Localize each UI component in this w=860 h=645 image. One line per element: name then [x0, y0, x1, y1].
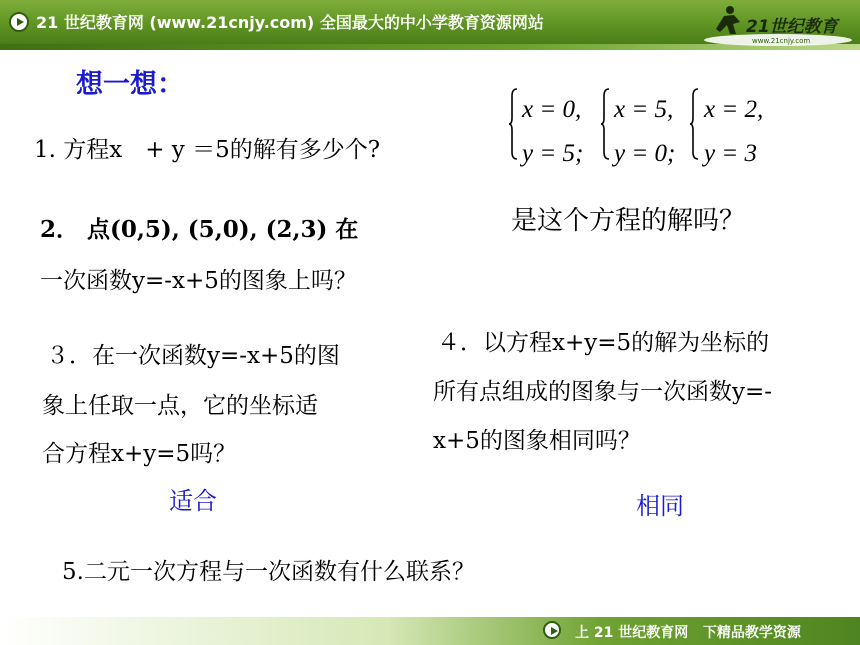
question-4-line-2: 所有点组成的图象与一次函数y=- [433, 379, 773, 405]
question-2-line-1: 2． 点(0,5), (5,0), (2,3) 在 [40, 216, 359, 243]
footer-play-icon[interactable] [543, 621, 561, 639]
site-title: 21 世纪教育网 (www.21cnjy.com) 全国最大的中小学教育资源网站 [36, 13, 544, 32]
question-3-line-2: 象上任取一点，它的坐标适 [42, 393, 318, 419]
logo-main-text: 21世纪教育 [746, 17, 838, 37]
question-3-line-1: ３．在一次函数y=-x+5的图 [46, 343, 340, 369]
question-1: 1. 方程x + y ＝5的解有多少个? [34, 137, 381, 163]
page-heading: 想一想： [76, 69, 184, 100]
question-2-line-2: 一次函数y=-x+5的图象上吗？ [40, 268, 357, 294]
site-logo[interactable] [700, 2, 856, 48]
footer-slogan: 上 21 世纪教育网 下精品教学资源 [575, 625, 801, 641]
left-brace-2 [601, 88, 610, 160]
systems-question: 是这个方程的解吗？ [511, 206, 746, 236]
system-3-top: x = 2, [704, 96, 764, 123]
question-4-line-3: x+5的图象相同吗？ [433, 428, 641, 454]
system-2-top: x = 5, [614, 96, 674, 123]
system-1-top: x = 0, [522, 96, 582, 123]
question-4-line-1: ４．以方程x+y=5的解为坐标的 [437, 330, 770, 356]
logo-url-text: www.21cnjy.com [752, 37, 811, 45]
left-brace-3 [690, 88, 699, 160]
question-5: 5.二元一次方程与一次函数有什么联系？ [62, 559, 475, 585]
left-brace-1 [509, 88, 518, 160]
question-3-line-3: 合方程x+y=5吗？ [42, 441, 237, 467]
system-1-bottom: y = 5; [522, 140, 584, 167]
answer-4: 相同 [636, 492, 684, 520]
system-2-bottom: y = 0; [614, 140, 676, 167]
system-3-bottom: y = 3 [704, 140, 757, 167]
answer-3: 适合 [169, 487, 217, 515]
play-icon[interactable] [9, 12, 29, 32]
